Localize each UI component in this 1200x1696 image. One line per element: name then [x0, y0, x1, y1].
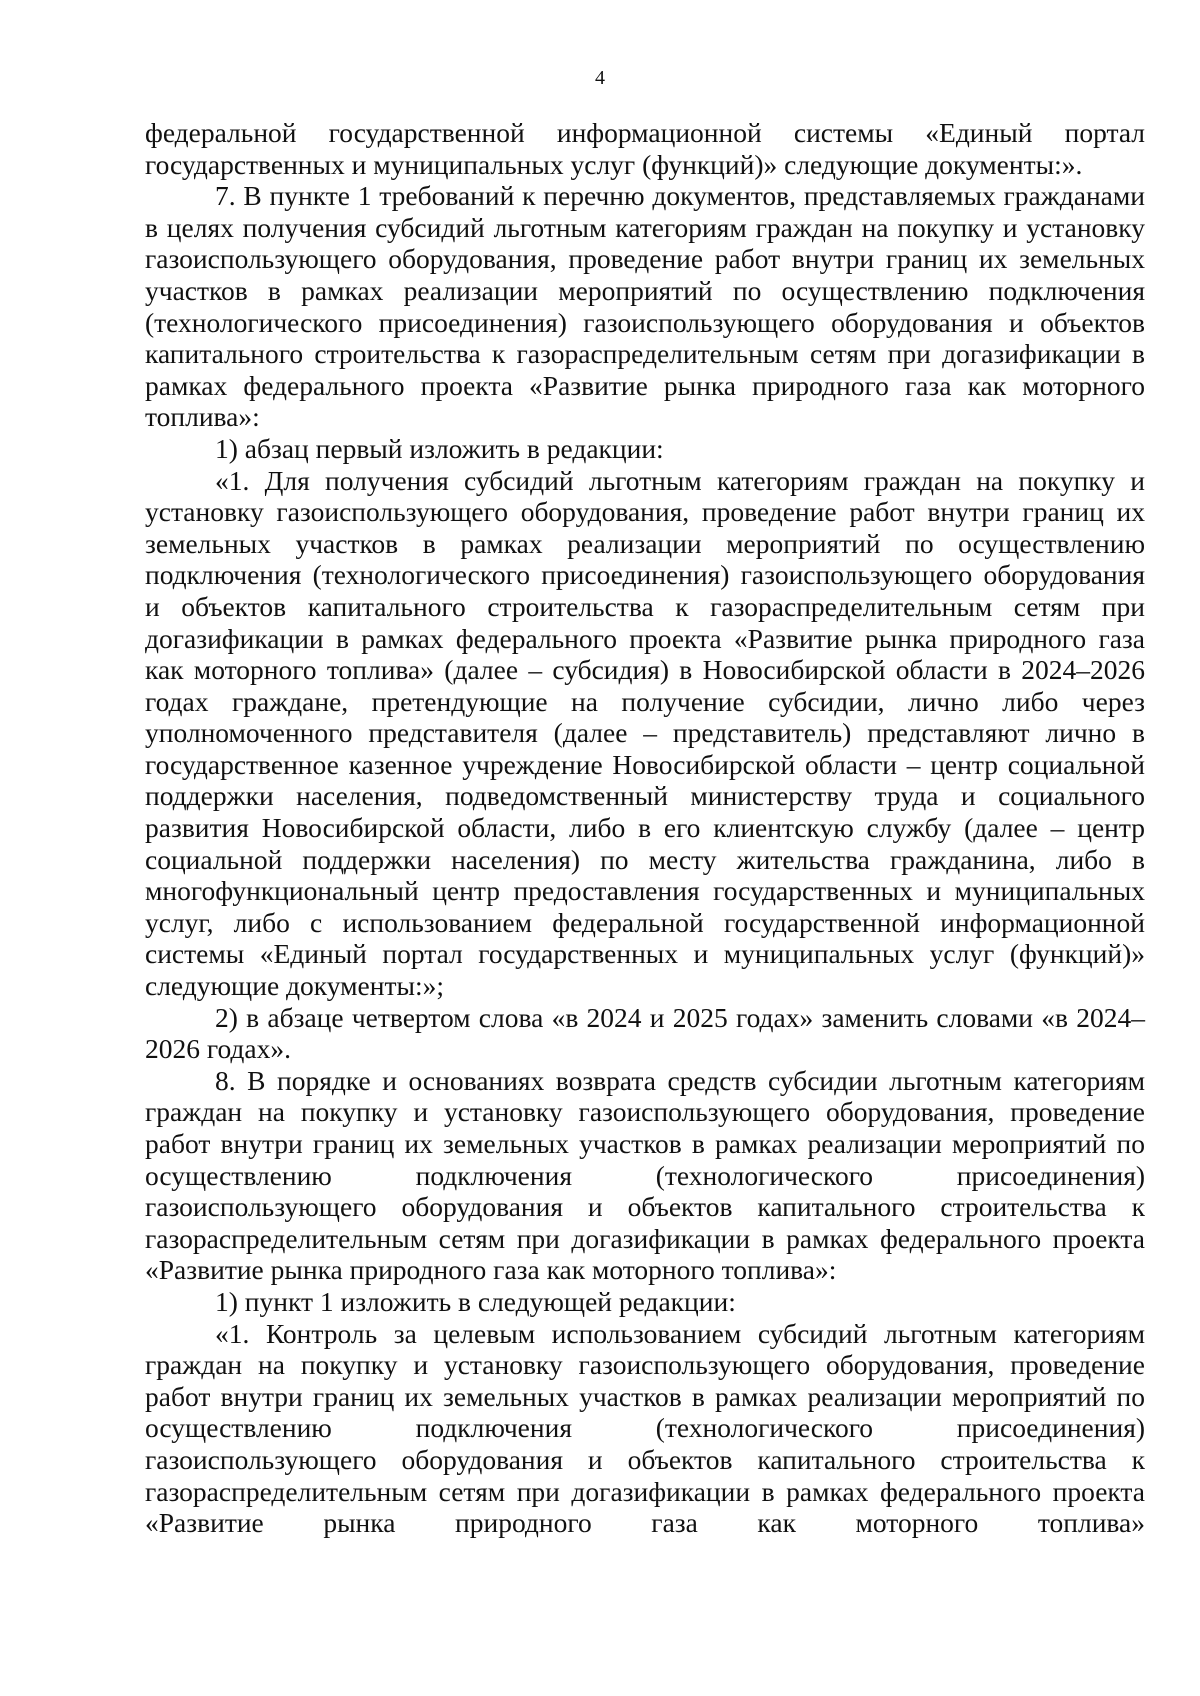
page-number: 4 [595, 67, 605, 89]
paragraph: 2) в абзаце четвертом слова «в 2024 и 2025 годах» заменить словами «в 2024–2026 годах». [145, 1001, 1145, 1065]
paragraph: 1) абзац первый изложить в редакции: [215, 432, 664, 464]
paragraph: 7. В пункте 1 требований к перечню документов, представляемых гражданами в целях получения субсидий льготным категориям граждан на покупку и установку газоиспользующего оборудования, проведение работ внутри границ их земельных участков в рамках реализации мероприятий по осуществлению подключения (технологического присоединения) газоиспользующего оборудования и объектов капитального строительства к газораспределительным сетям при догазификации в рамках федерального проекта «Развитие рынка природного газа как моторного топлива»: [145, 180, 1145, 433]
paragraph: «1. Контроль за целевым использованием субсидий льготным категориям граждан на покупку и установку газоиспользующего оборудования, проведение работ внутри границ их земельных участков в рамках реализации мероприятий по осуществлению подключения (технологического присоединения) газоиспользующего оборудования и объектов капитального строительства к газораспределительным сетям при догазификации в рамках федерального проекта «Развитие рынка природного газа как моторного топлива» [145, 1317, 1145, 1539]
paragraph: «1. Для получения субсидий льготным категориям граждан на покупку и установку газоиспользующего оборудования, проведение работ внутри границ их земельных участков в рамках реализации мероприятий по осуществлению подключения (технологического присоединения) газоиспользующего оборудования и объектов капитального строительства к газораспределительным сетям при догазификации в рамках федерального проекта «Развитие рынка природного газа как моторного топлива» (далее – субсидия) в Новосибирской области в 2024–2026 годах граждане, претендующие на получение субсидии, лично либо через уполномоченного представителя (далее – представитель) представляют лично в государственное казенное учреждение Новосибирской области – центр социальной поддержки населения, подведомственный министерству труда и социального развития Новосибирской области, либо в его клиентскую службу (далее – центр социальной поддержки населения) по месту жительства гражданина, либо в многофункциональный центр предоставления государственных и муниципальных услуг, либо с использованием федеральной государственной информационной системы «Единый портал государственных и муниципальных услуг (функций)» следующие документы:»; [145, 464, 1145, 1002]
paragraph: 1) пункт 1 изложить в следующей редакции: [215, 1285, 736, 1317]
paragraph: федеральной государственной информационной системы «Единый портал государственных и муниципальных услуг (функций)» следующие документы:». [145, 117, 1145, 180]
document-body [145, 117, 1145, 1539]
paragraph: 8. В порядке и основаниях возврата средств субсидии льготным категориям граждан на покупку и установку газоиспользующего оборудования, проведение работ внутри границ их земельных участков в рамках реализации мероприятий по осуществлению подключения (технологического присоединения) газоиспользующего оборудования и объектов капитального строительства к газораспределительным сетям при догазификации в рамках федерального проекта «Развитие рынка природного газа как моторного топлива»: [145, 1064, 1145, 1286]
